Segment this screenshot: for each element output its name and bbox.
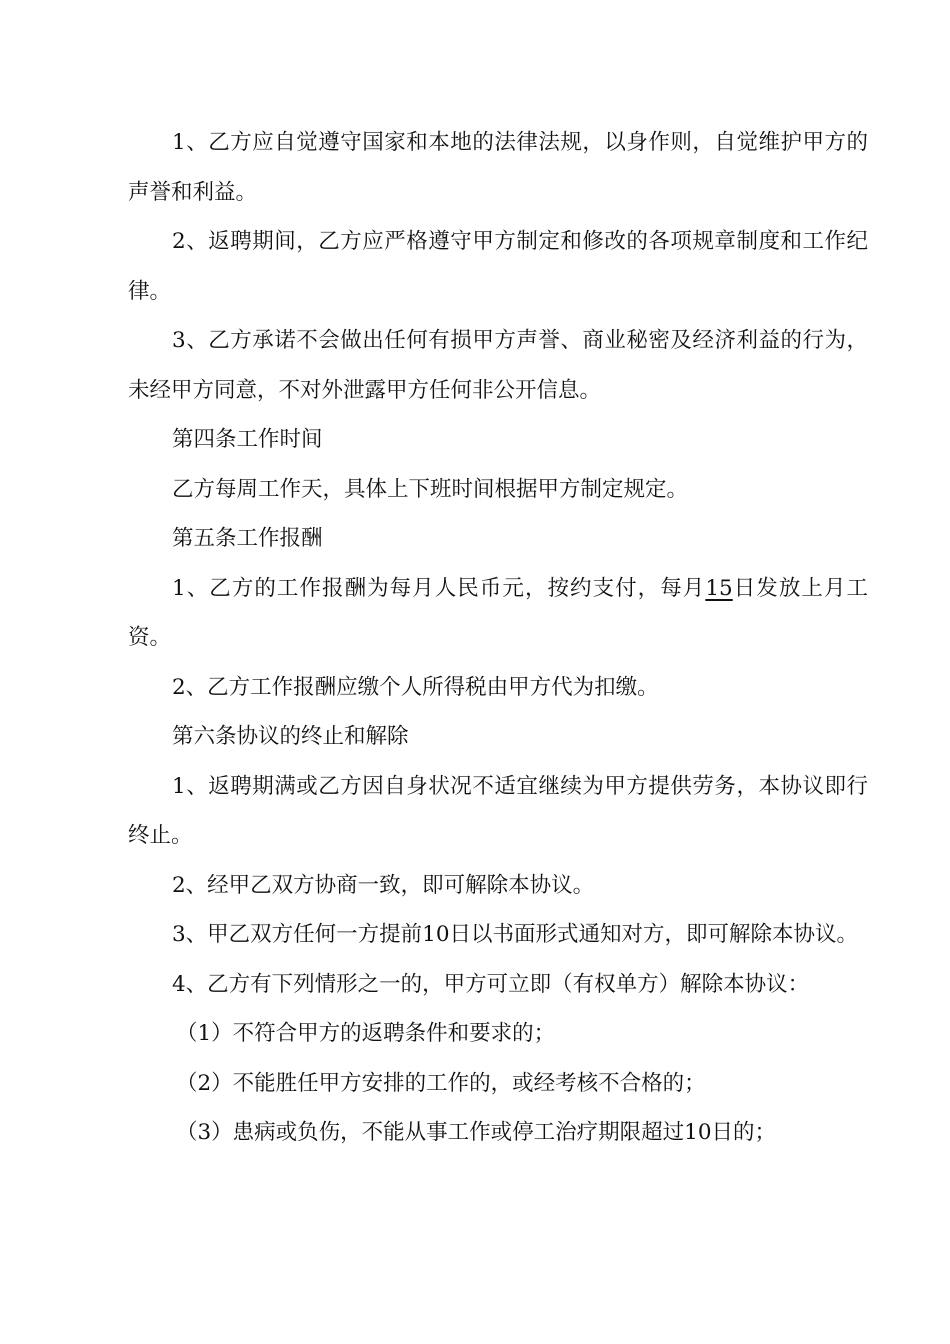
clause-6-4-1: （1）不符合甲方的返聘条件和要求的； <box>176 1021 556 1046</box>
document-body <box>128 118 868 1158</box>
clause-6-3: 3、甲乙双方任何一方提前10日以书面形式通知对方，即可解除本协议。 <box>172 922 859 947</box>
article-6-title: 第六条协议的终止和解除 <box>172 724 409 749</box>
clause-5-1 <box>128 564 868 663</box>
clause-6-4-3: （3）患病或负伤，不能从事工作或停工治疗期限超过10日的； <box>176 1120 777 1145</box>
clause-5-2: 2、乙方工作报酬应缴个人所得税由甲方代为扣缴。 <box>172 674 659 700</box>
article-5-title: 第五条工作报酬 <box>172 526 323 551</box>
clause-6-1: 1、返聘期满或乙方因自身状况不适宜继续为甲方提供劳务，本协议即行终止。 <box>128 773 868 848</box>
clause-5-1-text-a: 1、乙方的工作报酬为每月人民币元，按约支付，每月 <box>172 575 706 601</box>
clause-3-2: 2、返聘期间，乙方应严格遵守甲方制定和修改的各项规章制度和工作纪律。 <box>128 229 868 304</box>
clause-6-2: 2、经甲乙双方协商一致，即可解除本协议。 <box>172 872 595 898</box>
clause-3-3: 3、乙方承诺不会做出任何有损甲方声誉、商业秘密及经济利益的行为，未经甲方同意，不对外泄露甲方任何非公开信息。 <box>128 328 868 403</box>
article-4-title: 第四条工作时间 <box>172 427 323 452</box>
article-4-body: 乙方每周工作天，具体上下班时间根据甲方制定规定。 <box>172 476 689 502</box>
clause-5-1-text-b: 日发放上月工资。 <box>128 575 868 650</box>
pay-day-value: 15 <box>705 575 733 601</box>
clause-6-4: 4、乙方有下列情形之一的，甲方可立即（有权单方）解除本协议： <box>172 971 810 997</box>
clause-6-4-2: （2）不能胜任甲方安排的工作的，或经考核不合格的； <box>176 1070 706 1096</box>
clause-3-1: 1、乙方应自觉遵守国家和本地的法律法规，以身作则，自觉维护甲方的声誉和利益。 <box>128 130 868 205</box>
